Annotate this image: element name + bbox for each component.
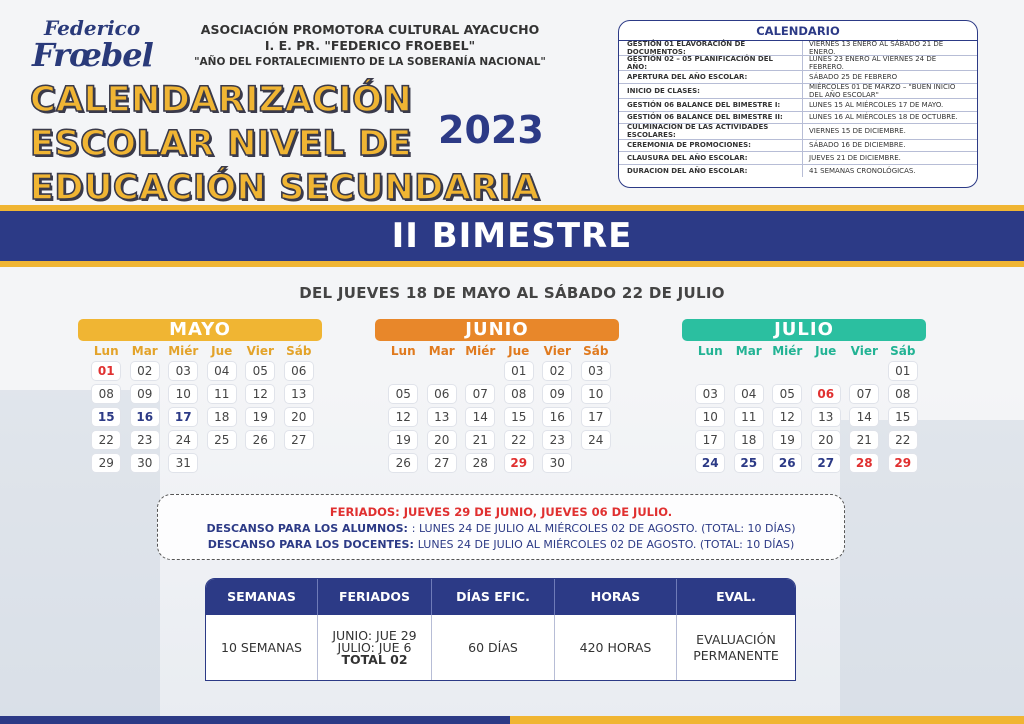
day-empty (466, 362, 494, 380)
day-cell: 14 (850, 408, 878, 426)
weekday-label: Lun (390, 344, 416, 358)
day-empty (389, 362, 417, 380)
calendario-label: CLAUSURA DEL AÑO ESCOLAR: (619, 152, 803, 164)
day-empty (735, 362, 763, 380)
day-cell: 15 (505, 408, 533, 426)
weekday-label: Lun (697, 344, 723, 358)
weekday-label: Sáb (286, 344, 312, 358)
calendario-row (619, 99, 977, 112)
day-cell: 16 (131, 408, 159, 426)
title-year: 2023 (438, 108, 544, 152)
day-cell: 28 (850, 454, 878, 472)
calendario-rows (619, 41, 977, 177)
day-cell: 26 (246, 431, 274, 449)
calendario-value: LUNES 23 ENERO AL VIERNES 24 DE FEBRERO. (809, 54, 937, 71)
calendario-label: CULMINACION DE LAS ACTIVIDADES ESCOLARES: (619, 124, 803, 139)
day-empty (850, 362, 878, 380)
calendario-value: LUNES 16 AL MIÉRCOLES 18 DE OCTUBRE. (809, 113, 958, 122)
calendario-value: VIERNES 15 DE DICIEMBRE. (809, 127, 906, 136)
weekday-label: Miér (772, 344, 803, 358)
day-cell: 11 (735, 408, 763, 426)
day-cell: 07 (850, 385, 878, 403)
calendario-label: APERTURA DEL AÑO ESCOLAR: (619, 71, 803, 83)
day-cell: 01 (92, 362, 120, 380)
calendario-label: DURACION DEL AÑO ESCOLAR: (619, 165, 803, 178)
day-cell: 10 (169, 385, 197, 403)
weekday-header (682, 344, 926, 358)
weekday-label: Miér (168, 344, 199, 358)
cell-dias: 60 DÍAS (432, 615, 555, 680)
calendario-row (619, 84, 977, 100)
day-cell: 10 (696, 408, 724, 426)
day-cell: 22 (889, 431, 917, 449)
organization-header (180, 22, 560, 70)
cell-feriados: JUNIO: JUE 29 JULIO: JUE 6 TOTAL 02 (318, 615, 432, 680)
day-cell: 15 (889, 408, 917, 426)
day-cell: 20 (428, 431, 456, 449)
day-cell: 09 (131, 385, 159, 403)
day-cell: 29 (505, 454, 533, 472)
day-cell: 25 (208, 431, 236, 449)
day-cell: 03 (696, 385, 724, 403)
day-cell: 27 (285, 431, 313, 449)
day-cell: 24 (582, 431, 610, 449)
day-cell: 19 (773, 431, 801, 449)
weekday-label: Miér (465, 344, 496, 358)
day-cell: 07 (466, 385, 494, 403)
day-cell: 13 (812, 408, 840, 426)
day-cell: 27 (428, 454, 456, 472)
weekday-label: Jue (508, 344, 530, 358)
day-cell: 13 (428, 408, 456, 426)
month-calendar-junio (375, 319, 619, 475)
calendario-label: GESTIÓN 06 BALANCE DEL BIMESTRE I: (619, 99, 803, 111)
band-stripe-bottom (0, 261, 1024, 267)
day-empty (285, 454, 313, 472)
weekday-header (78, 344, 322, 358)
day-cell: 05 (246, 362, 274, 380)
day-empty (696, 362, 724, 380)
weekday-label: Vier (246, 344, 274, 358)
day-cell: 27 (812, 454, 840, 472)
day-cell: 17 (169, 408, 197, 426)
weekday-label: Mar (428, 344, 455, 358)
calendario-label: GESTIÓN 06 BALANCE DEL BIMESTRE II: (619, 112, 803, 124)
day-cell: 17 (582, 408, 610, 426)
weekday-label: Jue (815, 344, 837, 358)
cell-horas: 420 HORAS (555, 615, 677, 680)
weekday-label: Sáb (583, 344, 609, 358)
weekday-header (375, 344, 619, 358)
month-calendar-mayo (78, 319, 322, 475)
day-cell: 12 (246, 385, 274, 403)
day-cell: 19 (246, 408, 274, 426)
days-grid (682, 360, 926, 475)
calendario-row (619, 41, 977, 56)
calendario-value: LUNES 15 AL MIÉRCOLES 17 DE MAYO. (809, 100, 944, 109)
day-empty (812, 362, 840, 380)
day-cell: 10 (582, 385, 610, 403)
header-feriados: FERIADOS (318, 579, 432, 615)
calendario-value: 41 SEMANAS CRONOLÓGICAS. (809, 166, 916, 175)
calendario-row (619, 140, 977, 153)
day-cell: 18 (208, 408, 236, 426)
descanso-alumnos: DESCANSO PARA LOS ALUMNOS: : LUNES 24 DE JULIO AL MIÉRCOLES 02 DE AGOSTO. (TOTAL: 10 DÍAS) (206, 522, 796, 535)
calendario-row (619, 56, 977, 72)
day-cell: 09 (543, 385, 571, 403)
day-empty (208, 454, 236, 472)
page-title: CALENDARIZACIÓN ESCOLAR NIVEL DE EDUCACIÓN SECUNDARIA (30, 80, 540, 208)
month-name: JUNIO (375, 319, 619, 341)
day-cell: 19 (389, 431, 417, 449)
day-cell: 02 (543, 362, 571, 380)
day-cell: 31 (169, 454, 197, 472)
day-cell: 08 (92, 385, 120, 403)
day-empty (582, 454, 610, 472)
day-cell: 04 (208, 362, 236, 380)
weekday-label: Vier (543, 344, 571, 358)
month-name: JULIO (682, 319, 926, 341)
header-semanas: SEMANAS (206, 579, 318, 615)
footer-stripe-gold (510, 716, 1024, 724)
day-cell: 25 (735, 454, 763, 472)
weekday-label: Mar (735, 344, 762, 358)
day-cell: 06 (428, 385, 456, 403)
summary-header-row (206, 579, 795, 615)
day-cell: 05 (389, 385, 417, 403)
day-cell: 06 (812, 385, 840, 403)
calendario-value: SÁBADO 25 DE FEBRERO (809, 72, 898, 81)
day-cell: 23 (543, 431, 571, 449)
calendario-label: INICIO DE CLASES: (619, 84, 803, 99)
calendario-row (619, 71, 977, 84)
days-grid (78, 360, 322, 475)
calendario-label: CEREMONIA DE PROMOCIONES: (619, 140, 803, 152)
day-cell: 17 (696, 431, 724, 449)
school-logo: Federico Frœbel (32, 16, 153, 74)
day-cell: 15 (92, 408, 120, 426)
year-motto: "AÑO DEL FORTALECIMIENTO DE LA SOBERANÍA NACIONAL" (194, 56, 546, 68)
day-cell: 03 (582, 362, 610, 380)
header-dias: DÍAS EFIC. (432, 579, 555, 615)
weekday-label: Lun (93, 344, 119, 358)
weekday-label: Sáb (890, 344, 916, 358)
day-cell: 08 (889, 385, 917, 403)
day-cell: 22 (92, 431, 120, 449)
calendario-row (619, 112, 977, 125)
day-cell: 26 (773, 454, 801, 472)
footer-stripe-blue (0, 716, 510, 724)
day-cell: 21 (850, 431, 878, 449)
day-cell: 30 (543, 454, 571, 472)
day-cell: 08 (505, 385, 533, 403)
calendario-row (619, 124, 977, 140)
day-cell: 03 (169, 362, 197, 380)
calendario-label: GESTIÓN 02 – 05 PLANIFICACIÓN DEL AÑO: (619, 56, 803, 71)
day-cell: 01 (505, 362, 533, 380)
summary-body-row (206, 615, 795, 680)
day-cell: 20 (285, 408, 313, 426)
calendario-value: SÁBADO 16 DE DICIEMBRE. (809, 141, 906, 150)
calendario-value: JUEVES 21 DE DICIEMBRE. (809, 153, 901, 162)
day-cell: 26 (389, 454, 417, 472)
date-range-subtitle: DEL JUEVES 18 DE MAYO AL SÁBADO 22 DE JULIO (299, 284, 725, 302)
descanso-docentes: DESCANSO PARA LOS DOCENTES: LUNES 24 DE JULIO AL MIÉRCOLES 02 DE AGOSTO. (TOTAL: 10 DÍAS) (207, 538, 795, 551)
day-cell: 23 (131, 431, 159, 449)
day-cell: 06 (285, 362, 313, 380)
day-cell: 29 (889, 454, 917, 472)
day-cell: 01 (889, 362, 917, 380)
calendario-title: CALENDARIO (619, 21, 977, 41)
calendario-box (618, 20, 978, 188)
summary-table (205, 578, 796, 681)
day-cell: 05 (773, 385, 801, 403)
header-horas: HORAS (555, 579, 677, 615)
day-cell: 02 (131, 362, 159, 380)
weekday-label: Vier (850, 344, 878, 358)
cell-eval: EVALUACIÓN PERMANENTE (693, 631, 779, 663)
day-cell: 14 (466, 408, 494, 426)
day-cell: 12 (773, 408, 801, 426)
day-cell: 04 (735, 385, 763, 403)
day-cell: 24 (696, 454, 724, 472)
day-cell: 22 (505, 431, 533, 449)
weekday-label: Mar (131, 344, 158, 358)
day-empty (246, 454, 274, 472)
cell-semanas: 10 SEMANAS (206, 615, 318, 680)
day-cell: 16 (543, 408, 571, 426)
day-cell: 21 (466, 431, 494, 449)
month-calendar-julio (682, 319, 926, 475)
feriados-line: FERIADOS: JUEVES 29 DE JUNIO, JUEVES 06 DE JULIO. (329, 505, 673, 519)
day-cell: 29 (92, 454, 120, 472)
weekday-label: Jue (211, 344, 233, 358)
calendario-value: MIÉRCOLES 01 DE MARZO – "BUEN INICIO DEL AÑO ESCOLAR" (809, 82, 956, 99)
day-cell: 11 (208, 385, 236, 403)
day-empty (428, 362, 456, 380)
calendario-label: GESTIÓN 01 ELAVORACIÓN DE DOCUMENTOS: (619, 41, 803, 55)
feriados-box (157, 494, 845, 560)
day-cell: 18 (735, 431, 763, 449)
day-cell: 24 (169, 431, 197, 449)
school-name: I. E. PR. "FEDERICO FROEBEL" (264, 38, 476, 53)
header-eval: EVAL. (716, 589, 756, 604)
bimestre-band: II BIMESTRE (0, 211, 1024, 261)
day-cell: 13 (285, 385, 313, 403)
month-name: MAYO (78, 319, 322, 341)
day-cell: 20 (812, 431, 840, 449)
day-cell: 12 (389, 408, 417, 426)
day-empty (773, 362, 801, 380)
day-cell: 28 (466, 454, 494, 472)
calendario-row (619, 165, 977, 178)
calendario-row (619, 152, 977, 165)
calendario-value: VIERNES 13 ENERO AL SÁBADO 21 DE ENERO. (809, 39, 944, 56)
org-name: ASOCIACIÓN PROMOTORA CULTURAL AYACUCHO (200, 22, 540, 37)
days-grid (375, 360, 619, 475)
day-cell: 30 (131, 454, 159, 472)
